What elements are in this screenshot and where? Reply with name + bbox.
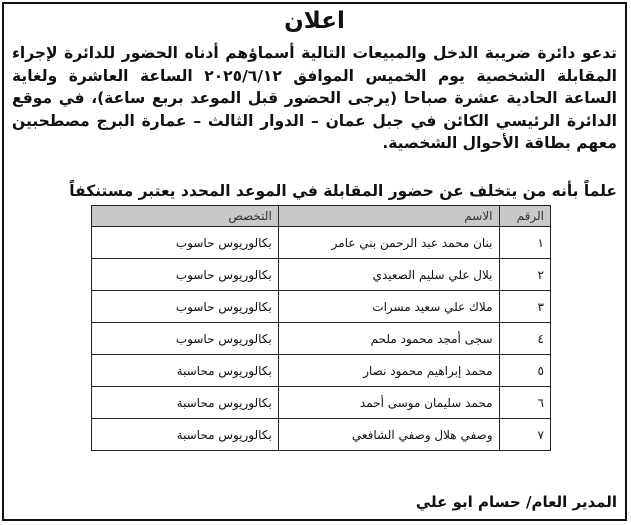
row-number: ٧ bbox=[499, 419, 550, 451]
row-specialty: بكالوريوس محاسبة bbox=[92, 387, 279, 419]
row-number: ٤ bbox=[499, 323, 550, 355]
header-number: الرقم bbox=[499, 206, 550, 227]
row-name: محمد إبراهيم محمود نصار bbox=[278, 355, 499, 387]
row-name: وصفي هلال وصفي الشافعي bbox=[278, 419, 499, 451]
header-specialty: التخصص bbox=[92, 206, 279, 227]
table-row bbox=[92, 355, 551, 387]
announcement-title: اعلان bbox=[284, 8, 345, 34]
table-header-row bbox=[92, 206, 551, 227]
table-row bbox=[92, 387, 551, 419]
header-name: الاسم bbox=[278, 206, 499, 227]
row-name: سجى أمجد محمود ملحم bbox=[278, 323, 499, 355]
table-row bbox=[92, 259, 551, 291]
table-row bbox=[92, 323, 551, 355]
row-name: محمد سليمان موسى أحمد bbox=[278, 387, 499, 419]
table-row bbox=[92, 419, 551, 451]
table-row bbox=[92, 227, 551, 259]
row-number: ٢ bbox=[499, 259, 550, 291]
signature: المدير العام/ حسام ابو علي bbox=[415, 493, 617, 511]
row-number: ٣ bbox=[499, 291, 550, 323]
row-specialty: بكالوريوس حاسوب bbox=[92, 323, 279, 355]
absence-note: علماً بأنه من يتخلف عن حضور المقابلة في الموعد المحدد يعتبر مستنكفاً bbox=[69, 182, 617, 200]
candidates-table bbox=[91, 205, 551, 451]
row-specialty: بكالوريوس محاسبة bbox=[92, 419, 279, 451]
announcement-frame bbox=[2, 2, 627, 521]
row-name: ملاك علي سعيد مسرات bbox=[278, 291, 499, 323]
row-name: بلال علي سليم الصعيدي bbox=[278, 259, 499, 291]
table-row bbox=[92, 291, 551, 323]
row-number: ٦ bbox=[499, 387, 550, 419]
announcement-body: تدعو دائرة ضريبة الدخل والمبيعات التالية أسماؤهم أدناه الحضور للدائرة لإجراء المقابلة الشخصية يوم الخميس الموافق ٢٠٢٥/٦/١٢ الساعة العاشرة ولغاية الساعة الحادية عشرة صباحا (يرجى الحضور قبل الموعد بربع ساعة)، في موقع الدائرة الرئيسي الكائن في جبل عمان – الدوار الثالث – عمارة البرج مصطحبين معهم بطاقة الأحوال الشخصية. bbox=[12, 44, 617, 152]
row-number: ١ bbox=[499, 227, 550, 259]
row-specialty: بكالوريوس حاسوب bbox=[92, 227, 279, 259]
row-specialty: بكالوريوس محاسبة bbox=[92, 355, 279, 387]
row-number: ٥ bbox=[499, 355, 550, 387]
row-specialty: بكالوريوس حاسوب bbox=[92, 259, 279, 291]
row-name: بنان محمد عبد الرحمن بني عامر bbox=[278, 227, 499, 259]
row-specialty: بكالوريوس حاسوب bbox=[92, 291, 279, 323]
